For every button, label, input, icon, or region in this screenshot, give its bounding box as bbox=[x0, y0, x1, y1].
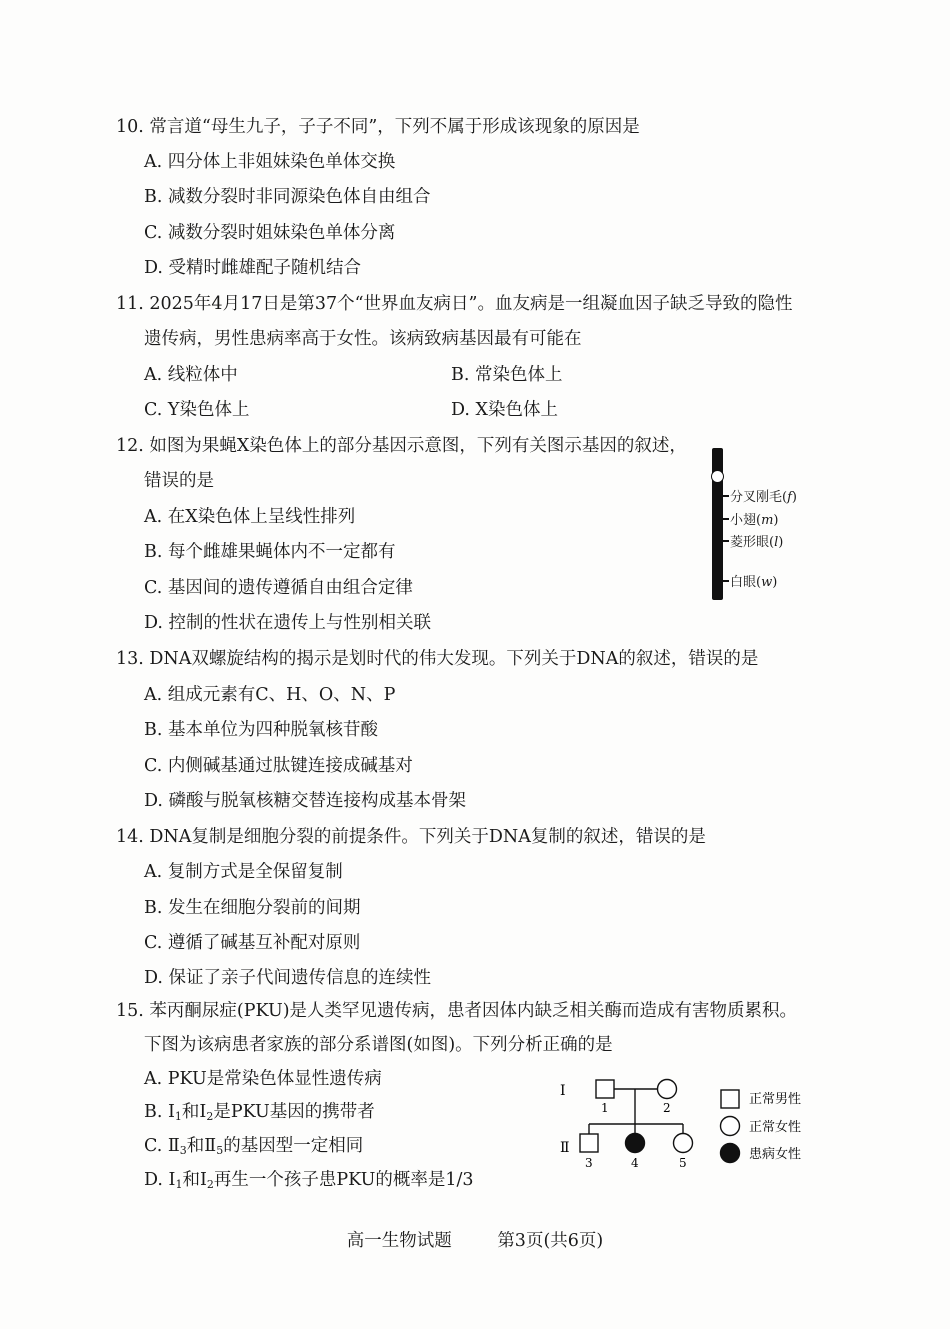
individual-II3-male bbox=[580, 1134, 598, 1152]
q12-stem-cont: 错误的是 bbox=[144, 471, 214, 491]
centromere bbox=[711, 470, 724, 483]
id-3: 3 bbox=[585, 1156, 593, 1170]
gene-marker-w bbox=[723, 580, 729, 582]
individual-II5-female bbox=[674, 1134, 693, 1153]
id-4: 4 bbox=[631, 1156, 639, 1170]
legend-normal-female: 正常女性 bbox=[749, 1120, 802, 1135]
legend-affected-female-symbol bbox=[721, 1144, 740, 1163]
footer-subject: 高一生物试题 bbox=[346, 1231, 452, 1251]
individual-I2-female bbox=[658, 1080, 677, 1099]
id-1: 1 bbox=[601, 1101, 609, 1115]
legend-normal-male-symbol bbox=[721, 1090, 739, 1108]
pedigree-chart bbox=[555, 1070, 815, 1175]
gene-marker-m bbox=[723, 518, 729, 520]
generation-label-2: Ⅱ bbox=[560, 1140, 570, 1156]
q10-option-c: C. 减数分裂时姐妹染色单体分离 bbox=[144, 223, 396, 243]
q14-option-d: D. 保证了亲子代间遗传信息的连续性 bbox=[144, 968, 432, 988]
q15-option-c: C. $Ⅱ_3$和$Ⅱ_5$的基因型一定相同 bbox=[144, 1136, 364, 1157]
q15-option-d: D. $Ⅰ_1$和$Ⅰ_2$再生一个孩子患PKU的概率是1/3 bbox=[144, 1170, 474, 1191]
legend-normal-female-symbol bbox=[721, 1117, 740, 1136]
q13-option-a: A. 组成元素有C、H、O、N、P bbox=[144, 685, 396, 705]
q13-stem: 13. DNA双螺旋结构的揭示是划时代的伟大发现。下列关于DNA的叙述，错误的是 bbox=[116, 649, 759, 669]
legend-normal-male: 正常男性 bbox=[749, 1092, 802, 1107]
q12-option-c: C. 基因间的遗传遵循自由组合定律 bbox=[144, 578, 413, 598]
q13-option-d: D. 磷酸与脱氧核糖交替连接构成基本骨架 bbox=[144, 791, 467, 811]
q15-stem-cont: 下图为该病患者家族的部分系谱图(如图)。下列分析正确的是 bbox=[144, 1035, 613, 1055]
q11-option-d: D. X染色体上 bbox=[451, 400, 558, 420]
q12-option-b: B. 每个雌雄果蝇体内不一定都有 bbox=[144, 542, 396, 562]
gene-label-l: 菱形眼(l) bbox=[730, 535, 784, 550]
id-2: 2 bbox=[663, 1101, 671, 1115]
q13-option-c: C. 内侧碱基通过肽键连接成碱基对 bbox=[144, 756, 413, 776]
gene-marker-l bbox=[723, 540, 729, 542]
q10-stem: 10. 常言道“母生九子，子子不同”，下列不属于形成该现象的原因是 bbox=[116, 117, 640, 137]
q11-stem: 11. 2025年4月17日是第37个“世界血友病日”。血友病是一组凝血因子缺乏导致的隐性 bbox=[116, 294, 793, 314]
gene-label-w: 白眼(w) bbox=[730, 575, 778, 590]
q12-option-d: D. 控制的性状在遗传上与性别相关联 bbox=[144, 613, 432, 633]
q10-option-a: A. 四分体上非姐妹染色单体交换 bbox=[144, 152, 396, 172]
q13-option-b: B. 基本单位为四种脱氧核苷酸 bbox=[144, 720, 378, 740]
q14-option-b: B. 发生在细胞分裂前的间期 bbox=[144, 898, 361, 918]
q10-option-d: D. 受精时雌雄配子随机结合 bbox=[144, 258, 362, 278]
q15-stem: 15. 苯丙酮尿症(PKU)是人类罕见遗传病，患者因体内缺乏相关酶而造成有害物质累积。 bbox=[116, 1001, 798, 1021]
q10-option-b: B. 减数分裂时非同源染色体自由组合 bbox=[144, 187, 431, 207]
id-5: 5 bbox=[679, 1156, 687, 1170]
q15-option-a: A. PKU是常染色体显性遗传病 bbox=[144, 1069, 382, 1089]
q12-stem: 12. 如图为果蝇X染色体上的部分基因示意图，下列有关图示基因的叙述， bbox=[116, 436, 687, 456]
individual-II4-affected-female bbox=[626, 1134, 645, 1153]
gene-marker-f bbox=[723, 495, 729, 497]
q14-option-a: A. 复制方式是全保留复制 bbox=[144, 862, 343, 882]
page-footer bbox=[0, 1227, 950, 1252]
q14-stem: 14. DNA复制是细胞分裂的前提条件。下列关于DNA复制的叙述，错误的是 bbox=[116, 827, 706, 847]
individual-I1-male bbox=[596, 1080, 614, 1098]
generation-label-1: Ⅰ bbox=[560, 1083, 566, 1099]
q12-option-a: A. 在X染色体上呈线性排列 bbox=[144, 507, 356, 527]
q11-stem-cont: 遗传病，男性患病率高于女性。该病致病基因最有可能在 bbox=[144, 329, 582, 349]
gene-label-f: 分叉刚毛(f) bbox=[730, 490, 797, 505]
q11-option-c: C. Y染色体上 bbox=[144, 400, 250, 420]
q15-option-b: B. $Ⅰ_1$和$Ⅰ_2$是PKU基因的携带者 bbox=[144, 1102, 375, 1123]
q11-option-b: B. 常染色体上 bbox=[451, 365, 563, 385]
q11-option-a: A. 线粒体中 bbox=[144, 365, 238, 385]
gene-label-m: 小翅(m) bbox=[730, 513, 779, 528]
footer-page-number: 第3页(共6页) bbox=[497, 1231, 604, 1251]
q14-option-c: C. 遵循了碱基互补配对原则 bbox=[144, 933, 361, 953]
legend-affected-female: 患病女性 bbox=[749, 1147, 802, 1162]
